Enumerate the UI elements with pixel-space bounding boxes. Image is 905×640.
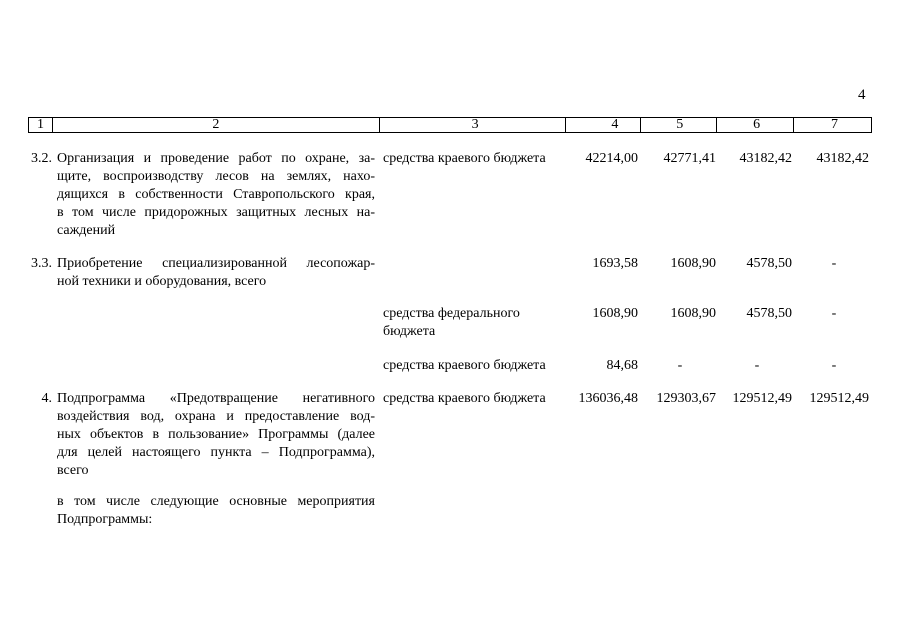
description-line: Подпрограмма «Предотвращение негативного: [57, 391, 375, 406]
value-col-4: 1693,58: [592, 256, 638, 271]
value-col-5: 1608,90: [670, 256, 716, 271]
value-col-6: -: [754, 358, 760, 373]
row-number: 3.3.: [31, 256, 52, 271]
description-line: воздействия вод, охрана и предоставление вод-: [57, 409, 375, 424]
page-number: 4: [858, 87, 866, 103]
description-line: всего: [57, 463, 89, 478]
value-col-5: 42771,41: [663, 151, 716, 166]
value-col-7: -: [831, 256, 837, 271]
value-col-4: 84,68: [606, 358, 638, 373]
description-line: Приобретение специализированной лесопожар-: [57, 256, 375, 271]
intro-line: Подпрограммы:: [57, 512, 153, 527]
header-col-5: 5: [641, 118, 717, 132]
description-line: Организация и проведение работ по охране, за-: [57, 151, 375, 166]
description-line: ной техники и оборудования, всего: [57, 274, 267, 289]
value-col-4: 42214,00: [585, 151, 638, 166]
row-description: [57, 255, 375, 291]
table-header-row: [28, 117, 872, 133]
row-description: [57, 390, 375, 480]
funding-source: [383, 357, 563, 375]
value-col-6: 4578,50: [746, 306, 792, 321]
row-number: 4.: [41, 391, 52, 406]
funding-source-line: бюджета: [383, 324, 436, 339]
header-col-1: 1: [29, 118, 53, 132]
intro-line: в том числе следующие основные мероприятия: [57, 494, 375, 509]
description-line: саждений: [57, 223, 116, 238]
funding-source-line: средства краевого бюджета: [383, 391, 546, 406]
description-line: ных объектов в пользование» Программы (далее: [57, 427, 375, 442]
row-number: 3.2.: [31, 151, 52, 166]
funding-source: [383, 305, 563, 341]
header-col-2: 2: [53, 118, 380, 132]
value-col-5: -: [677, 358, 683, 373]
description-line: щите, воспроизводству лесов на землях, нахо-: [57, 169, 375, 184]
funding-source-line: средства федерального: [383, 306, 520, 321]
value-col-7: 43182,42: [816, 151, 869, 166]
value-col-7: 129512,49: [809, 391, 869, 406]
row-description: [57, 150, 375, 240]
value-col-5: 1608,90: [670, 306, 716, 321]
header-col-6: 6: [717, 118, 794, 132]
description-line: в том числе придорожных защитных лесных на-: [57, 205, 375, 220]
value-col-6: 4578,50: [746, 256, 792, 271]
description-line: для целей настоящего пункта – Подпрограмма),: [57, 445, 375, 460]
funding-source: [383, 150, 563, 168]
funding-source-line: средства краевого бюджета: [383, 358, 546, 373]
header-col-7: 7: [831, 117, 838, 132]
header-col-4: 4: [566, 118, 642, 132]
funding-source-line: средства краевого бюджета: [383, 151, 546, 166]
value-col-5: 129303,67: [656, 391, 716, 406]
value-col-4: 136036,48: [578, 391, 638, 406]
value-col-6: 129512,49: [732, 391, 792, 406]
value-col-6: 43182,42: [739, 151, 792, 166]
value-col-4: 1608,90: [592, 306, 638, 321]
header-col-3: 3: [380, 118, 566, 132]
value-col-7: -: [831, 306, 837, 321]
subsection-intro-text: [57, 493, 375, 529]
description-line: дящихся в собственности Ставропольского края,: [57, 187, 375, 202]
value-col-7: -: [831, 358, 837, 373]
funding-source: [383, 390, 563, 408]
